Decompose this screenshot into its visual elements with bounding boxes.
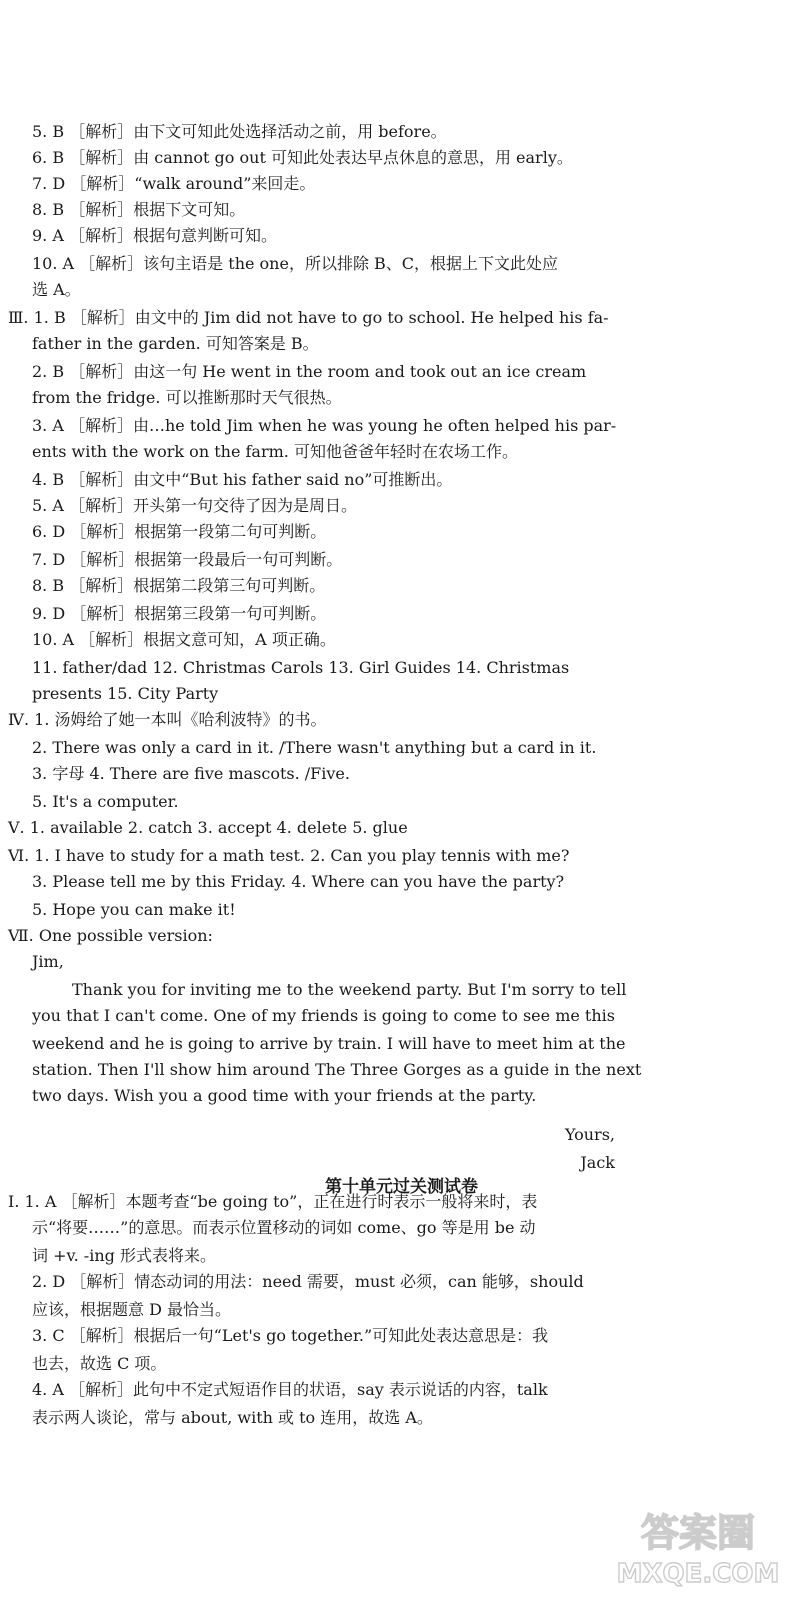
answer-line-text: Ⅳ. 1. 汤姆给了她一本叫《哈利波特》的书。 — [8, 710, 327, 729]
answer-line-text: two days. Wish you a good time with your friends at the party. — [32, 1086, 537, 1105]
answer-line — [0, 1269, 803, 1295]
answer-line — [0, 1031, 803, 1057]
answer-line-text: presents 15. City Party — [32, 684, 219, 703]
answer-line-text: 2. D ［解析］情态动词的用法：need 需要，must 必须，can 能够，should — [32, 1272, 584, 1291]
answer-line — [0, 197, 803, 223]
watermark-bottom: MXQE.COM — [616, 1559, 780, 1589]
answer-line — [0, 413, 803, 439]
closing-name: Jack — [580, 1153, 615, 1172]
answer-line — [0, 385, 803, 411]
answer-line-text: weekend and he is going to arrive by train. I will have to meet him at the — [32, 1034, 626, 1053]
answer-line — [0, 171, 803, 197]
answer-line — [0, 843, 803, 869]
answer-line-text: ents with the work on the farm. 可知他爸爸年轻时在农场工作。 — [32, 442, 518, 461]
letter-signature — [0, 1150, 803, 1176]
watermark-logo — [603, 1502, 793, 1590]
answer-line — [0, 145, 803, 171]
answer-line-text: 5. A ［解析］开头第一句交待了因为是周日。 — [32, 496, 357, 515]
watermark-top: 答案圈 — [640, 1511, 756, 1555]
answer-line — [0, 1083, 803, 1109]
answer-line — [0, 359, 803, 385]
answer-line — [0, 119, 803, 145]
answer-line-text: Ⅴ. 1. available 2. catch 3. accept 4. delete 5. glue — [8, 818, 408, 837]
answer-line-text: 10. A ［解析］根据文意可知，A 项正确。 — [32, 630, 336, 649]
answer-line — [0, 681, 803, 707]
answer-line-text: Thank you for inviting me to the weekend party. But I'm sorry to tell — [72, 980, 627, 999]
answer-line — [0, 707, 803, 733]
answer-line — [0, 897, 803, 923]
answer-line-text: 7. D ［解析］“walk around”来回走。 — [32, 174, 316, 193]
answer-line — [0, 305, 803, 331]
answer-line — [0, 923, 803, 949]
answer-line — [0, 547, 803, 573]
answer-line-text: 3. Please tell me by this Friday. 4. Where can you have the party? — [32, 872, 565, 891]
answer-line — [0, 1377, 803, 1403]
answer-line-text: 2. B ［解析］由这一句 He went in the room and took out an ice cream — [32, 362, 587, 381]
answer-line — [0, 949, 803, 975]
answer-line-text: 表示两人谈论，常与 about, with 或 to 连用，故选 A。 — [32, 1408, 433, 1427]
answer-line-text: 9. D ［解析］根据第三段第一句可判断。 — [32, 604, 327, 623]
answer-line-text: 选 A。 — [32, 280, 81, 299]
answer-line-text: father in the garden. 可知答案是 B。 — [32, 334, 319, 353]
answer-line — [0, 223, 803, 249]
answer-line — [0, 815, 803, 841]
answer-line — [0, 1057, 803, 1083]
closing-yours: Yours, — [564, 1125, 615, 1144]
answer-line — [0, 251, 803, 277]
answer-line — [0, 655, 803, 681]
answer-line-text: Ⅰ. 1. A ［解析］本题考查“be going to”，正在进行时表示一般将来时，表 — [8, 1192, 538, 1211]
answer-line-text: 11. father/dad 12. Christmas Carols 13. Girl Guides 14. Christmas — [32, 658, 570, 677]
section-heading: 第十单元过关测试卷 — [325, 1177, 478, 1197]
answer-line — [0, 735, 803, 761]
answer-line-text: 3. A ［解析］由…he told Jim when he was young he often helped his par- — [32, 416, 617, 435]
answer-line — [0, 439, 803, 465]
answer-line-text: 10. A ［解析］该句主语是 the one，所以排除 B、C，根据上下文此处应 — [32, 254, 559, 273]
answer-line — [0, 1405, 803, 1431]
answer-line-text: 也去，故选 C 项。 — [32, 1354, 167, 1373]
answer-line-text: Jim, — [32, 952, 64, 971]
letter-closing — [0, 1122, 803, 1148]
answer-line — [0, 1323, 803, 1349]
answer-line — [0, 573, 803, 599]
answer-line-text: you that I can't come. One of my friends is going to come to see me this — [32, 1006, 615, 1025]
answer-line — [0, 789, 803, 815]
answer-line — [0, 627, 803, 653]
answer-line — [0, 1243, 803, 1269]
answer-line-text: 应该，根据题意 D 最恰当。 — [32, 1300, 232, 1319]
answer-line — [0, 519, 803, 545]
answer-line-text: 示“将要……”的意思。而表示位置移动的词如 come、go 等是用 be 动 — [32, 1218, 536, 1237]
answer-line-text: 9. A ［解析］根据句意判断可知。 — [32, 226, 277, 245]
answer-line-text: 7. D ［解析］根据第一段最后一句可判断。 — [32, 550, 343, 569]
answer-line — [0, 1297, 803, 1323]
answer-line-text: 8. B ［解析］根据下文可知。 — [32, 200, 246, 219]
answer-line — [0, 761, 803, 787]
answer-line-text: 6. B ［解析］由 cannot go out 可知此处表达早点休息的意思，用 early。 — [32, 148, 573, 167]
answer-line — [0, 1003, 803, 1029]
answer-line-text: Ⅵ. 1. I have to study for a math test. 2. Can you play tennis with me? — [8, 846, 570, 865]
answer-line-text: 2. There was only a card in it. /There wasn't anything but a card in it. — [32, 738, 597, 757]
answer-line-text: 4. A ［解析］此句中不定式短语作目的状语，say 表示说话的内容，talk — [32, 1380, 548, 1399]
answer-line-text: 8. B ［解析］根据第二段第三句可判断。 — [32, 576, 326, 595]
answer-line-text: 5. Hope you can make it! — [32, 900, 236, 919]
answer-line-text: 6. D ［解析］根据第一段第二句可判断。 — [32, 522, 327, 541]
answer-line-text: 3. C ［解析］根据后一句“Let's go together.”可知此处表达意思是：我 — [32, 1326, 549, 1345]
answer-line-text: Ⅶ. One possible version: — [8, 926, 213, 945]
answer-line-text: 4. B ［解析］由文中“But his father said no”可推断出。 — [32, 470, 453, 489]
answer-line-text: 3. 字母 4. There are five mascots. /Five. — [32, 764, 350, 783]
answer-line — [0, 601, 803, 627]
answer-line — [0, 1351, 803, 1377]
answer-line — [0, 1215, 803, 1241]
answer-line — [0, 331, 803, 357]
answer-line — [0, 467, 803, 493]
answer-line-text: station. Then I'll show him around The Three Gorges as a guide in the next — [32, 1060, 642, 1079]
answer-line-text: 词 +v. -ing 形式表将来。 — [32, 1246, 216, 1265]
answer-line-text: Ⅲ. 1. B ［解析］由文中的 Jim did not have to go to school. He helped his fa- — [8, 308, 609, 327]
answer-line — [0, 277, 803, 303]
answer-line-text: 5. B ［解析］由下文可知此处选择活动之前，用 before。 — [32, 122, 447, 141]
answer-line — [0, 493, 803, 519]
answer-line — [0, 869, 803, 895]
answer-line-text: 5. It's a computer. — [32, 792, 179, 811]
answer-line — [0, 977, 803, 1003]
answer-line-text: from the fridge. 可以推断那时天气很热。 — [32, 388, 342, 407]
